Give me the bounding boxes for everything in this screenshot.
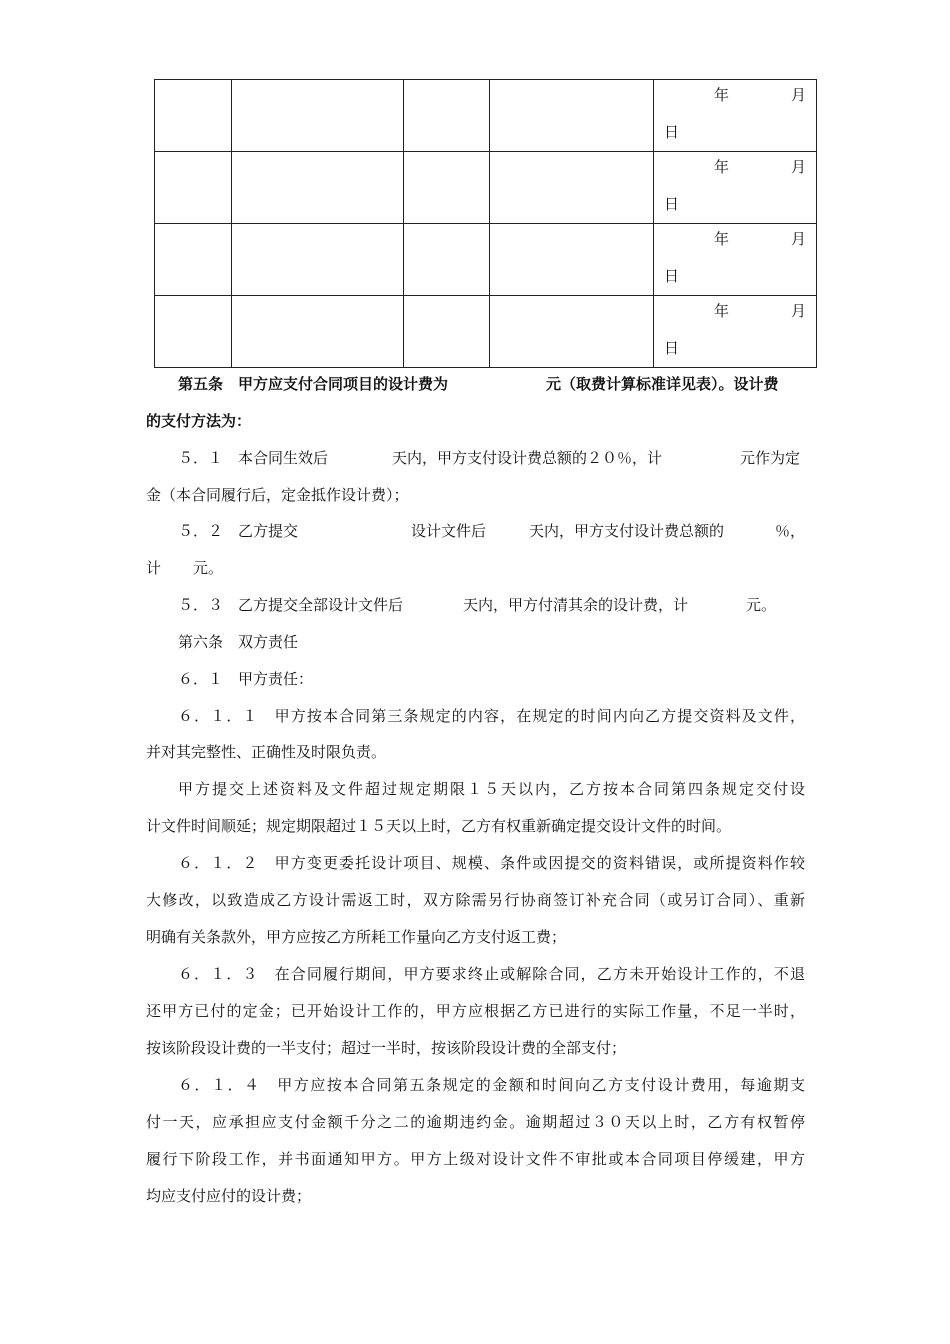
- clause-5-1-line2: 金（本合同履行后，定金抵作设计费）；: [146, 486, 409, 504]
- table-cell: [232, 224, 404, 296]
- year-label: 年: [714, 158, 730, 176]
- table-row: [155, 152, 817, 224]
- clause-6-1-1-line2: 并对其完整性、正确性及时限负责。: [146, 743, 387, 761]
- clause-6-1-3-line1: ６．１．３ 在合同履行期间，甲方要求终止或解除合同，乙方未开始设计工作的，不退: [178, 965, 805, 983]
- article6-heading: 第六条 双方责任: [178, 633, 299, 651]
- day-label: 日: [664, 123, 680, 141]
- day-label: 日: [664, 339, 680, 357]
- clause-6-1-4-line1: ６．１．４ 甲方应按本合同第五条规定的金额和时间向乙方支付设计费用，每逾期支: [178, 1076, 805, 1094]
- month-label: 月: [790, 230, 806, 248]
- table-cell: [490, 296, 654, 368]
- table-cell: [404, 224, 490, 296]
- table-cell: [490, 80, 654, 152]
- clause-5-2-line2-b: 元。: [193, 559, 224, 577]
- year-label: 年: [714, 302, 730, 320]
- clause-6-1-1b-line2: 计文件时间顺延；规定期限超过１５天以上时，乙方有权重新确定提交设计文件的时间。: [146, 817, 732, 835]
- clause-5-2-part-b: 设计文件后: [411, 522, 487, 540]
- clause-5-1-part-b: 天内，甲方支付设计费总额的２０％，计: [392, 449, 663, 467]
- clause-5-3-part-a: ５．３ 乙方提交全部设计文件后: [178, 596, 404, 614]
- clause-6-1-3-line3: 按该阶段设计费的一半支付；超过一半时，按该阶段设计费的全部支付；: [146, 1039, 627, 1057]
- table-cell: [404, 296, 490, 368]
- table-cell: [232, 296, 404, 368]
- table-cell: [404, 80, 490, 152]
- day-label: 日: [664, 267, 680, 285]
- table-cell: [404, 152, 490, 224]
- clause-6-1-2-line1: ６．１．２ 甲方变更委托设计项目、规模、条件或因提交的资料错误，或所提资料作较: [178, 854, 805, 872]
- table-cell: [155, 296, 232, 368]
- table-cell: [155, 80, 232, 152]
- clause-6-1: ６．１ 甲方责任：: [178, 670, 314, 688]
- clause-6-1-1b-line1: 甲方提交上述资料及文件超过规定期限１５天以内，乙方按本合同第四条规定交付设: [178, 780, 805, 798]
- clause-5-1-part-a: ５．１ 本合同生效后: [178, 449, 329, 467]
- article5-heading-line2: 的支付方法为：: [146, 412, 252, 430]
- table-cell: [232, 152, 404, 224]
- table-cell: [490, 152, 654, 224]
- table-row: [155, 224, 817, 296]
- clause-6-1-4-line4: 均应支付应付的设计费；: [146, 1187, 312, 1205]
- day-label: 日: [664, 195, 680, 213]
- date-cell: [654, 224, 817, 296]
- clause-6-1-2-line3: 明确有关条款外，甲方应按乙方所耗工作量向乙方支付返工费；: [146, 928, 567, 946]
- date-cell: [654, 296, 817, 368]
- year-label: 年: [714, 86, 730, 104]
- clause-5-2-part-c: 天内，甲方支付设计费总额的: [529, 522, 725, 540]
- clause-5-2-line2-a: 计: [146, 559, 162, 577]
- clause-6-1-3-line2: 还甲方已付的定金；已开始设计工作的，甲方应根据乙方已进行的实际工作量，不足一半时，: [146, 1002, 805, 1020]
- clause-6-1-1-line1: ６．１．１ 甲方按本合同第三条规定的内容，在规定的时间内向乙方提交资料及文件，: [178, 707, 805, 725]
- month-label: 月: [790, 158, 806, 176]
- article5-heading-part-b: 元（取费计算标准详见表）。设计费: [546, 375, 779, 393]
- table-row: [155, 296, 817, 368]
- clause-5-1-part-c: 元作为定: [740, 449, 801, 467]
- year-label: 年: [714, 230, 730, 248]
- clause-6-1-2-line2: 大修改，以致造成乙方设计需返工时，双方除需另行协商签订补充合同（或另订合同）、重新: [146, 891, 805, 909]
- clause-5-2-part-d: ％，: [775, 522, 806, 540]
- clause-5-2-part-a: ５．２ 乙方提交: [178, 522, 299, 540]
- clause-5-3-part-c: 元。: [746, 596, 777, 614]
- table-row: [155, 80, 817, 152]
- month-label: 月: [790, 86, 806, 104]
- article5-heading-part-a: 第五条 甲方应支付合同项目的设计费为: [178, 375, 449, 393]
- table-cell: [155, 152, 232, 224]
- date-cell: [654, 152, 817, 224]
- schedule-table: [154, 79, 817, 368]
- table-cell: [490, 224, 654, 296]
- clause-6-1-4-line2: 付一天，应承担应支付金额千分之二的逾期违约金。逾期超过３０天以上时，乙方有权暂停: [146, 1113, 805, 1131]
- table-cell: [155, 224, 232, 296]
- clause-5-3-part-b: 天内，甲方付清其余的设计费，计: [463, 596, 689, 614]
- month-label: 月: [790, 302, 806, 320]
- table-cell: [232, 80, 404, 152]
- clause-6-1-4-line3: 履行下阶段工作，并书面通知甲方。甲方上级对设计文件不审批或本合同项目停缓建，甲方: [146, 1150, 805, 1168]
- date-cell: [654, 80, 817, 152]
